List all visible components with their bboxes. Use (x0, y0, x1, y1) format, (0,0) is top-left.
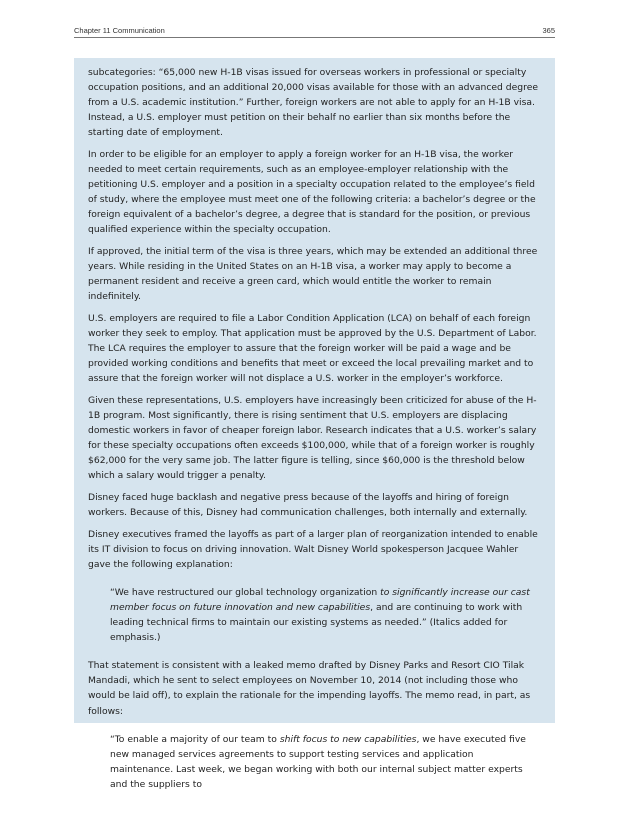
quote-text: “To enable a majority of our team to (110, 733, 280, 745)
paragraph-7: Disney executives framed the layoffs as part of a larger plan of reorganization intended to enable its IT division to focus on driving innovation. Walt Disney World spokesperson Jacquee Wahler gave the following explanation: (88, 528, 538, 570)
header-rule (74, 37, 555, 38)
blockquote-memo (110, 732, 533, 792)
quote-italic-text: shift focus to new capabilities (279, 733, 417, 745)
page-header (74, 24, 555, 38)
paragraph-2: In order to be eligible for an employer to apply a foreign worker for an H-1B visa, the worker needed to meet certain requirements, such as an employee-employer relationship with the petitioning U.S. employer and a position in a specialty occupation related to the employee’s field of study, where the employee must meet one of the following criteria: a bachelor’s degree or the foreign equivalent of a bachelor’s degree, a degree that is standard for the position, or previous qualified experience within the specialty occupation. (88, 148, 536, 236)
paragraph-4: U.S. employers are required to file a Labor Condition Application (LCA) on behalf of each foreign worker they seek to employ. That application must be approved by the U.S. Department of Labor. The LCA requires the employer to assure that the foreign worker will be paid a wage and be provided working conditions and benefits that meet or exceed the local prevailing market and to assure that the foreign worker will not displace a U.S. worker in the employer’s workforce. (88, 312, 537, 385)
quote-text: , we have executed five new managed services agreements to support testing services and application maintenance. Last week, we began working with both our internal subject matter experts and the suppliers to (110, 733, 526, 790)
chapter-title: Chapter 11 Communication (74, 26, 165, 35)
paragraph-5: Given these representations, U.S. employers have increasingly been criticized for abuse of the H-1B program. Most significantly, there is rising sentiment that U.S. employers are displacing domestic workers in favor of cheaper foreign labor. Research indicates that a U.S. worker’s salary for these specialty occupations often exceeds $100,000, while that of a foreign worker is roughly $62,000 for the very same job. The latter figure is telling, since $60,000 is the threshold below which a salary would trigger a penalty. (88, 394, 537, 482)
paragraph-1: subcategories: “65,000 new H-1B visas issued for overseas workers in professional or specialty occupation positions, and an additional 20,000 visas available for those with an advanced degree from a U.S. academic institution.” Further, foreign workers are not able to apply for an H-1B visa. Instead, a U.S. employer must petition on their behalf no earlier than six months before the starting date of employment. (88, 67, 538, 139)
page-number: 365 (542, 26, 555, 35)
paragraph-8: That statement is consistent with a leaked memo drafted by Disney Parks and Resort CIO Tilak Mandadi, which he sent to select employees on November 10, 2014 (not including those who would be laid off), to explain the rationale for the impending layoffs. The memo read, in part, as follows: (88, 660, 531, 717)
paragraph-6: Disney faced huge backlash and negative press because of the layoffs and hiring of foreign workers. Because of this, Disney had communication challenges, both internally and externally. (88, 491, 528, 519)
quote-text: “We have restructured our global technology organization (110, 586, 381, 598)
paragraph-3: If approved, the initial term of the visa is three years, which may be extended an additional three years. While residing in the United States on an H-1B visa, a worker may apply to become a permanent resident and receive a green card, which would entitle the worker to remain indefinitely. (88, 246, 538, 303)
quote-text: , and are continuing to work with leading technical firms to maintain our existing systems as needed.” (Italics added for emphasis.) (110, 602, 523, 644)
blockquote-wahler (110, 585, 533, 645)
quote-italic-text: to significantly increase our cast member focus on future innovation and new capabilities (110, 586, 530, 613)
case-study-box (74, 58, 555, 790)
